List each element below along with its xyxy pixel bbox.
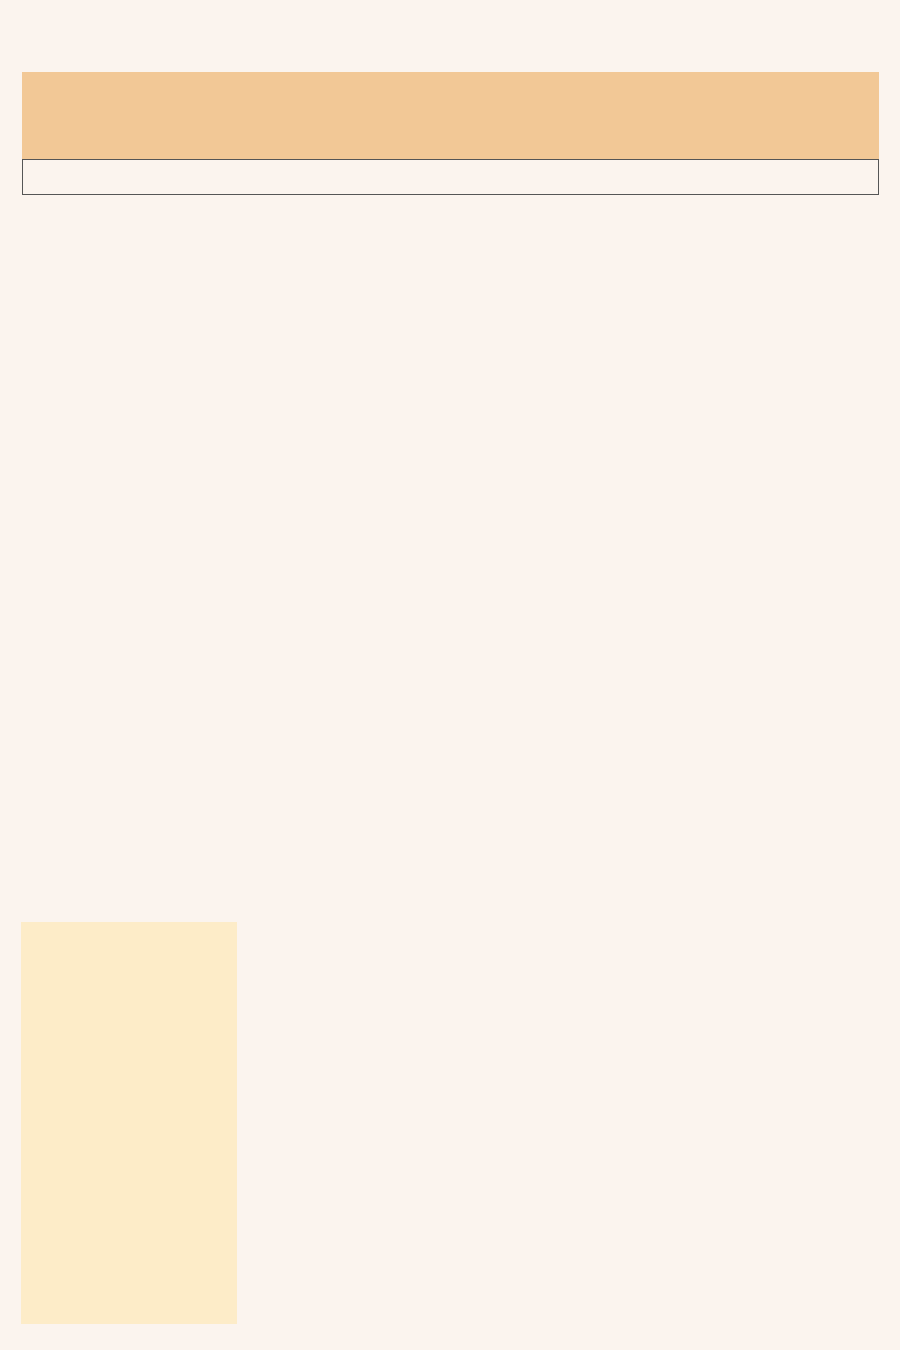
size-guide-header (22, 72, 879, 159)
suggested-fabrics-box (21, 922, 237, 1324)
size-guide-measurements (22, 195, 879, 372)
size-guide-spacer (22, 159, 879, 195)
size-guide-table (22, 72, 879, 372)
